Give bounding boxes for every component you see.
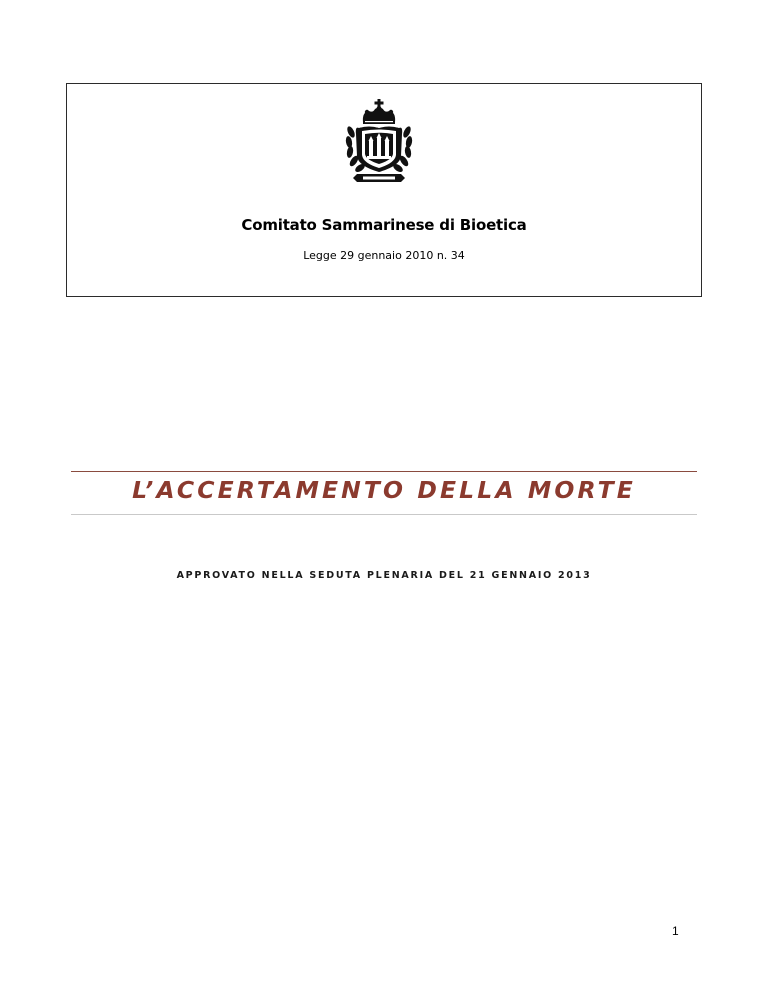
san-marino-coat-of-arms-icon xyxy=(343,98,415,184)
committee-name: Comitato Sammarinese di Bioetica xyxy=(241,216,527,234)
title-bottom-rule xyxy=(71,514,697,515)
law-reference: Legge 29 gennaio 2010 n. 34 xyxy=(303,249,465,262)
document-title: L’ACCERTAMENTO DELLA MORTE xyxy=(132,476,636,504)
title-top-rule xyxy=(71,471,697,472)
page-number: 1 xyxy=(672,924,679,938)
approval-note: APPROVATO NELLA SEDUTA PLENARIA DEL 21 GENNAIO 2013 xyxy=(176,570,592,581)
